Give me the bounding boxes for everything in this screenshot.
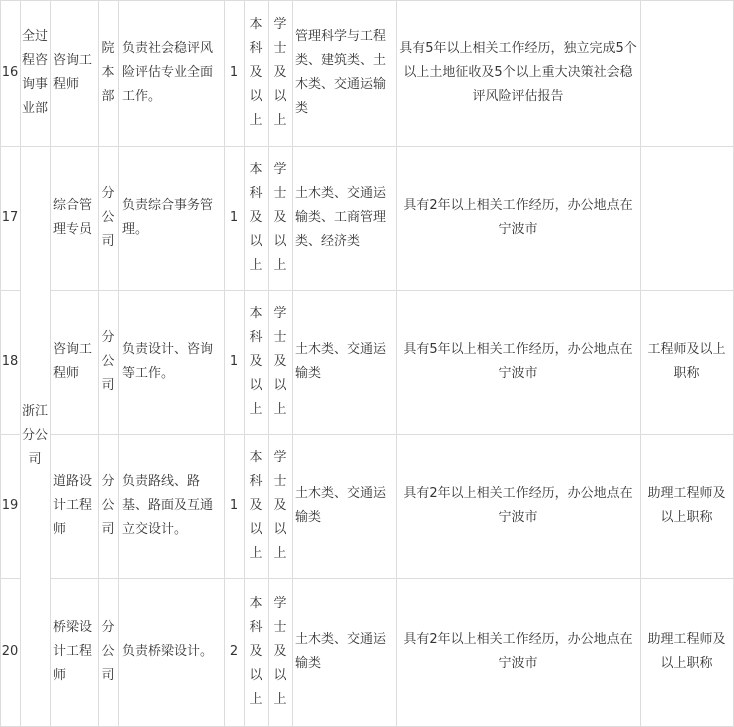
count-cell: 1 [229, 210, 239, 225]
count-cell: 2 [229, 644, 239, 659]
row-number: 17 [1, 210, 19, 225]
position-cell: 道路设计工程师 [53, 474, 93, 537]
duty-cell: 负责路线、路基、路面及互通立交设计。 [122, 474, 214, 537]
education-cell: 本科及以上 [249, 306, 263, 417]
position-cell: 综合管理专员 [53, 198, 93, 237]
department-label: 全过程咨询事业部 [22, 29, 49, 116]
department-label: 浙江分公司 [22, 404, 49, 467]
degree-cell: 学士及以上 [273, 306, 287, 417]
requirement-cell: 具有5年以上相关工作经历，独立完成5个以上土地征收及5个以上重大决策社会稳评风险评估报告 [399, 41, 637, 104]
row-number: 19 [1, 498, 19, 513]
education-cell: 本科及以上 [249, 162, 263, 273]
position-cell: 咨询工程师 [53, 53, 93, 92]
major-cell: 土木类、交通运输类 [295, 632, 387, 671]
degree-cell: 学士及以上 [273, 162, 287, 273]
duty-cell: 负责桥梁设计。 [122, 644, 214, 659]
duty-cell: 负责综合事务管理。 [122, 198, 214, 237]
requirement-cell: 具有2年以上相关工作经历，办公地点在宁波市 [403, 486, 633, 525]
degree-cell: 学士及以上 [273, 17, 287, 128]
title-requirement-cell: 助理工程师及以上职称 [647, 486, 726, 525]
location-cell: 分公司 [101, 474, 115, 537]
title-requirement-cell [640, 0, 733, 146]
location-cell: 分公司 [101, 186, 115, 249]
education-cell: 本科及以上 [249, 17, 263, 128]
title-requirement-cell: 助理工程师及以上职称 [647, 632, 726, 671]
title-requirement-cell: 工程师及以上职称 [647, 342, 726, 381]
major-cell: 管理科学与工程类、建筑类、土木类、交通运输类 [295, 29, 387, 116]
major-cell: 土木类、交通运输类、工商管理类、经济类 [295, 186, 387, 249]
count-cell: 1 [229, 354, 239, 369]
row-number: 16 [1, 65, 19, 80]
count-cell: 1 [229, 65, 239, 80]
location-cell: 分公司 [101, 620, 115, 683]
title-requirement-cell [640, 146, 733, 290]
count-cell: 1 [229, 498, 239, 513]
requirement-cell: 具有2年以上相关工作经历，办公地点在宁波市 [403, 198, 633, 237]
row-number: 20 [1, 644, 19, 659]
requirement-cell: 具有5年以上相关工作经历，办公地点在宁波市 [403, 342, 633, 381]
location-cell: 分公司 [101, 330, 115, 393]
education-cell: 本科及以上 [249, 450, 263, 561]
major-cell: 土木类、交通运输类 [295, 486, 387, 525]
location-cell: 院本部 [101, 41, 115, 104]
degree-cell: 学士及以上 [273, 450, 287, 561]
position-cell: 桥梁设计工程师 [53, 620, 93, 683]
position-cell: 咨询工程师 [53, 342, 93, 381]
department-cell [20, 146, 50, 726]
major-cell: 土木类、交通运输类 [295, 342, 387, 381]
row-number: 18 [1, 354, 19, 369]
duty-cell: 负责社会稳评风险评估专业全面工作。 [122, 41, 214, 104]
duty-cell: 负责设计、咨询等工作。 [122, 342, 214, 381]
degree-cell: 学士及以上 [273, 596, 287, 707]
education-cell: 本科及以上 [249, 596, 263, 707]
requirement-cell: 具有2年以上相关工作经历，办公地点在宁波市 [403, 632, 633, 671]
department-cell [20, 0, 50, 146]
